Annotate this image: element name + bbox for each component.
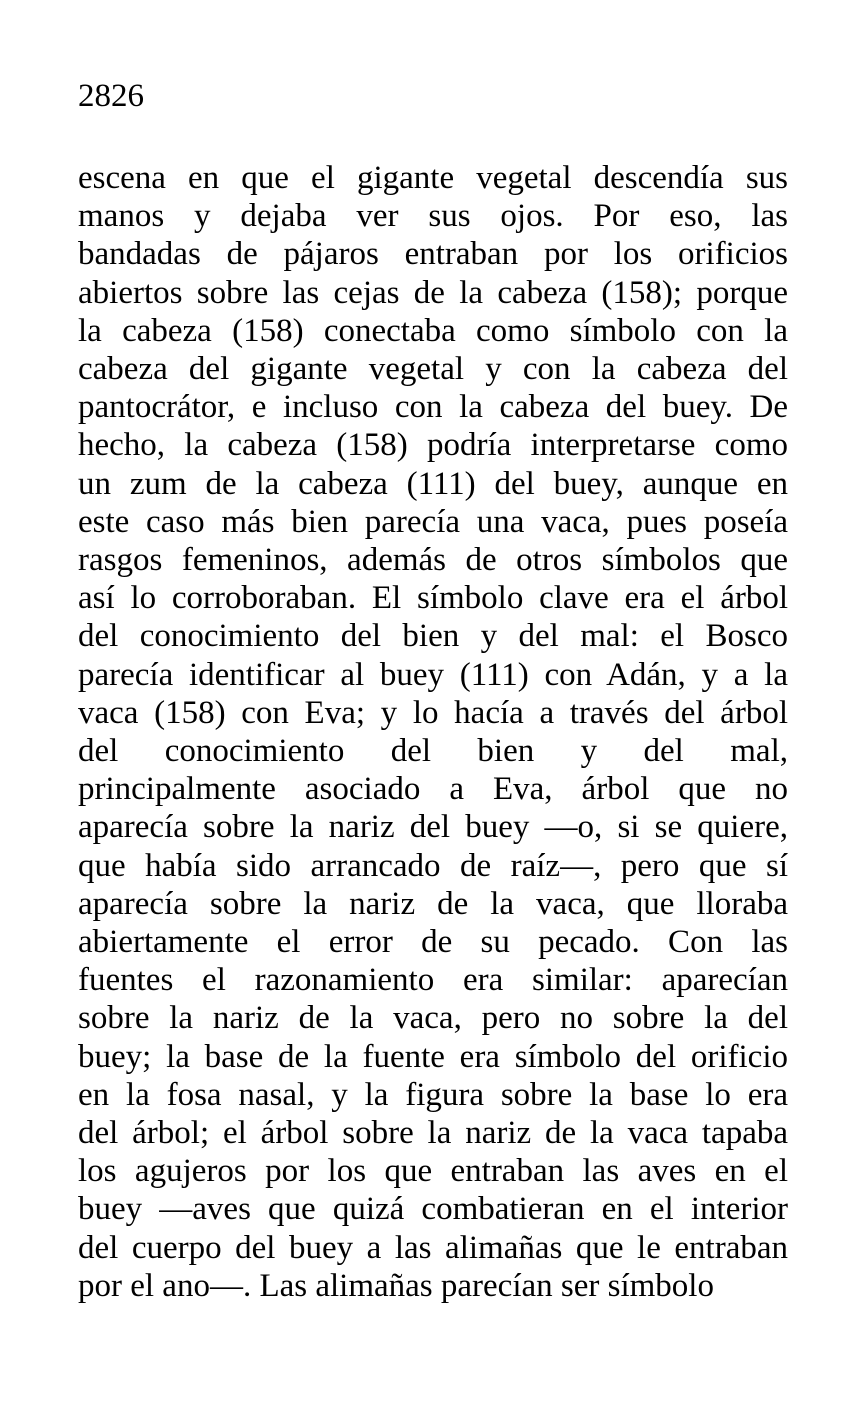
text-line: buey; la base de la fuente era símbolo del orificio: [78, 1038, 788, 1075]
text-line: vaca (158) con Eva; y lo hacía a través del árbol: [78, 694, 788, 731]
text-line: pantocrátor, e incluso con la cabeza del buey. De: [78, 389, 788, 426]
text-line: así lo corroboraban. El símbolo clave era el árbol: [78, 580, 788, 617]
text-line: sobre la nariz de la vaca, pero no sobre la del: [78, 1000, 788, 1037]
text-line: bandadas de pájaros entraban por los orificios: [78, 236, 788, 273]
text-line: aparecía sobre la nariz del buey —o, si se quiere,: [78, 809, 788, 846]
text-line: en la fosa nasal, y la figura sobre la base lo era: [78, 1076, 788, 1113]
text-line: escena en que el gigante vegetal descendía sus: [78, 160, 788, 196]
text-line: aparecía sobre la nariz de la vaca, que lloraba: [78, 885, 788, 922]
text-line: manos y dejaba ver sus ojos. Por eso, las: [78, 198, 788, 235]
page-text: [78, 159, 788, 1305]
text-line: parecía identificar al buey (111) con Adán, y a la: [78, 656, 788, 693]
text-line: un zum de la cabeza (111) del buey, aunque en: [78, 465, 788, 502]
text-line: rasgos femeninos, además de otros símbolos que: [78, 542, 788, 579]
text-line: hecho, la cabeza (158) podría interpretarse como: [78, 427, 788, 464]
text-line: del cuerpo del buey a las alimañas que le entraban: [78, 1229, 788, 1266]
text-line: este caso más bien parecía una vaca, pues poseía: [78, 503, 788, 540]
text-line: abiertos sobre las cejas de la cabeza (158); porque: [78, 274, 788, 311]
page-number: 2826: [78, 78, 144, 114]
text-line: los agujeros por los que entraban las aves en el: [78, 1153, 788, 1190]
text-line: abiertamente el error de su pecado. Con las: [78, 924, 788, 961]
text-line: la cabeza (158) conectaba como símbolo con la: [78, 312, 788, 349]
text-line: que había sido arrancado de raíz—, pero que sí: [78, 847, 788, 884]
text-line: del árbol; el árbol sobre la nariz de la vaca tapaba: [78, 1115, 788, 1152]
text-line: principalmente asociado a Eva, árbol que no: [78, 771, 788, 808]
text-line: del conocimiento del bien y del mal,: [78, 733, 788, 770]
text-line: del conocimiento del bien y del mal: el Bosco: [78, 618, 788, 655]
text-line: buey —aves que quizá combatieran en el interior: [78, 1191, 788, 1228]
text-line: cabeza del gigante vegetal y con la cabeza del: [78, 351, 788, 388]
text-line: fuentes el razonamiento era similar: aparecían: [78, 962, 788, 999]
text-line: por el ano—. Las alimañas parecían ser símbolo: [78, 1267, 714, 1304]
